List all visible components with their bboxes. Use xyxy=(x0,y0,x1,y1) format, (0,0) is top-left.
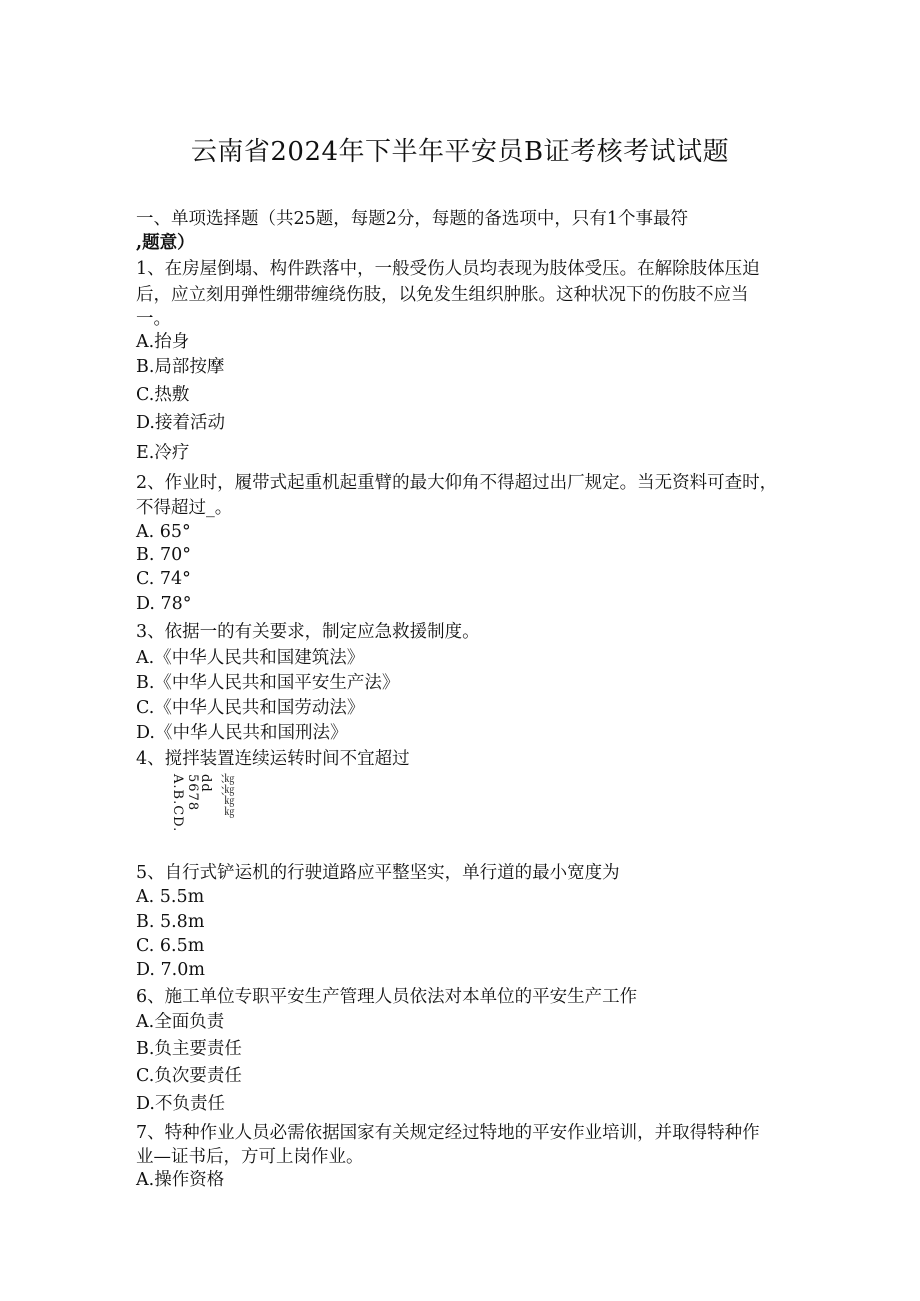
q6-option: C.负次要责任 xyxy=(136,1066,242,1086)
q1-stem: 1、在房屋倒塌、构件跌落中，一般受伤人员均表现为肢体受压。在解除肢体压迫 xyxy=(136,259,760,279)
q4-rotated-marks: 、、、、 xyxy=(212,774,223,803)
q6-option: D.不负责任 xyxy=(136,1094,225,1114)
q4-stem: 4、搅拌装置连续运转时间不宜超过 xyxy=(136,749,410,769)
q2-stem: 不得超过_。 xyxy=(136,498,233,518)
q7-stem: 7、特种作业人员必需依据国家有关规定经过特地的平安作业培训，并取得特种作 xyxy=(136,1123,760,1143)
q3-stem: 3、依据一的有关要求，制定应急救援制度。 xyxy=(136,622,480,642)
q1-option: A.抬身 xyxy=(136,332,190,352)
q2-option: C. 74° xyxy=(136,569,191,589)
q1-option: B.局部按摩 xyxy=(136,357,225,377)
q2-option: B. 70° xyxy=(136,545,192,565)
q6-option: A.全面负责 xyxy=(136,1012,225,1032)
q4-rotated-letters: A.B.CD. xyxy=(170,774,185,833)
q6-stem: 6、施工单位专职平安生产管理人员依法对本单位的平安生产工作 xyxy=(136,987,638,1007)
q2-option: D. 78° xyxy=(136,594,192,614)
q4-rotated-options xyxy=(158,774,248,864)
q1-option: C.热敷 xyxy=(136,385,190,405)
q2-stem: 2、作业时，履带式起重机起重臂的最大仰角不得超过出厂规定。当无资料可查时， xyxy=(136,473,778,493)
q1-stem: 一。 xyxy=(136,309,171,329)
document-title: 云南省2024年下半年平安员B证考核考试试题 xyxy=(190,137,730,167)
q4-rotated-numbers: 5678 xyxy=(185,774,200,812)
q1-option: D.接着活动 xyxy=(136,413,225,433)
q1-stem: 后，应立刻用弹性绷带缠绕伤肢，以免发生组织肿胀。这种状况下的伤肢不应当 xyxy=(136,285,749,305)
q3-option: B.《中华人民共和国平安生产法》 xyxy=(136,673,400,693)
q4-rotated-units: dd xyxy=(198,774,213,793)
q5-option: A. 5.5m xyxy=(136,887,205,907)
q2-option: A. 65° xyxy=(136,522,191,542)
q3-option: C.《中华人民共和国劳动法》 xyxy=(136,698,365,718)
q7-option: A.操作资格 xyxy=(136,1170,225,1190)
q5-stem: 5、自行式铲运机的行驶道路应平整坚实，单行道的最小宽度为 xyxy=(136,863,620,883)
q5-option: C. 6.5m xyxy=(136,936,205,956)
section-heading-cont: ,题意） xyxy=(136,233,195,253)
q7-stem: 业—证书后，方可上岗作业。 xyxy=(136,1147,364,1167)
q6-option: B.负主要责任 xyxy=(136,1039,242,1059)
q1-option: E.冷疗 xyxy=(136,443,190,463)
q3-option: D.《中华人民共和国刑法》 xyxy=(136,723,348,743)
q5-option: D. 7.0m xyxy=(136,960,205,980)
q3-option: A.《中华人民共和国建筑法》 xyxy=(136,648,365,668)
q5-option: B. 5.8m xyxy=(136,912,205,932)
q4-rotated-kg: ㎏㎏㎏㎏ xyxy=(222,774,233,818)
section-heading: 一、单项选择题（共25题，每题2分，每题的备选项中，只有1个事最符 xyxy=(136,209,689,229)
